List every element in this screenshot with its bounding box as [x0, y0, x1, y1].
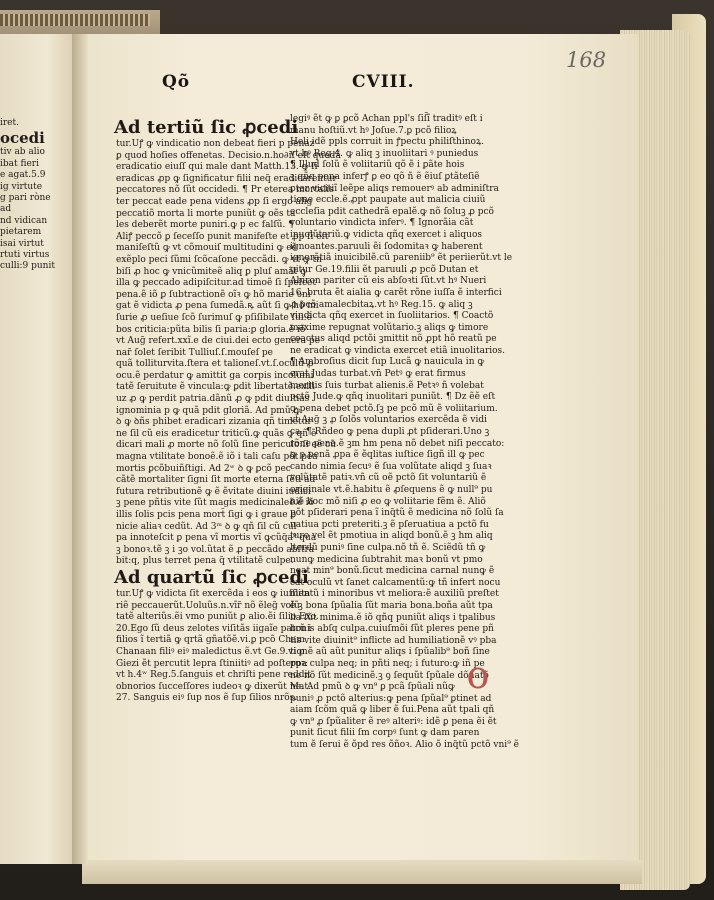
text-line: ne. Ad pmũ ꝺ ꝙ vn⁹ ꝑ pcã ſpũali nũꝙ: [290, 682, 455, 693]
text-line: uz ꝓ ꝙ perdit patria.dãnũ ꝓ ꝙ pdit diuitias: [116, 394, 310, 405]
text-line: tatẽ ſeruitute ẽ vincula:ꝙ ꝑdit libertatẽ.exili: [116, 382, 315, 393]
text-line: eccleſia pdit cathedrã epalẽ.ꝙ nõ ſoluꝫ ꝓ pcõ: [290, 206, 494, 217]
text-line: ¶ Illud ſolũ ẽ voliitariũ qõ ẽ i ꝑãte hois: [290, 160, 465, 171]
text-line: ne nõ ſũt medicinẽ.ꝫ ꝯ ſequũt ſpũale dõnatõ: [290, 670, 489, 681]
text-line: aiam ſcõm quã ꝙ liber ẽ ſui.Pena aũt tpali qñ: [290, 705, 495, 716]
text-line: nar̃ ſolet ſeribit Tulliuſ.ſ.mouſeſ pe: [116, 347, 274, 358]
text-line: bit:q, plus terret pena q̃ vtilitatẽ culpe.: [116, 556, 294, 567]
text-line: pena.ẽ iõ ꝑ ſubtractionẽ oĩꝛ ꝙ hõ marie ʋni: [116, 289, 311, 300]
text-line: volũtatẽ patiꝛ.vñ cũ oẽ pctõ ſit voluntariũ ẽ: [290, 473, 487, 484]
text-line: ocu.ẽ perdatur ꝙ amittit ga corpis incolumi: [116, 370, 314, 381]
text-line: legiꝰ ẽt ꝙ ꝑ ꝑcõ Achan ppl's ſiſ̃ĩ traditꝰ eſt i: [290, 114, 483, 124]
text-line: neat min⁹ bonũ.ſicut medicina carnal nunꝙ ẽ: [290, 566, 495, 577]
text-line: riẽ peccauerũt.Uoluũs.n.vĩr̃ nõ ẽleg̃ volũ: [116, 600, 300, 611]
text-line: ocedi: [0, 129, 45, 148]
text-line: tur.Uꝭ ꝙ vidicta ſit exercẽda i eos ꝙ iuſſlita: [116, 588, 311, 599]
text-line: magna vtilitate bonoẽ.ẽ iõ i tali caſu põt pẽa: [116, 452, 318, 463]
text-line: e agat.5.9: [0, 170, 46, 181]
text-line: 27. Sanguis eiꝰ ſup nos ẽ ſup ſilios nrõs.: [116, 693, 298, 704]
text-line: pa innoteſcit ꝑ pena vĩ mortis vĩ ꝙcũq̃a⁹ qua: [116, 533, 317, 544]
text-line: biſi ꝓ hoc ꝙ vnicũmiteẽ aliq ꝑ pluſ amãt ꝙ: [116, 266, 307, 277]
text-line: ꝙ ꝑ penã ꝓpa ẽ ẽqlitas iuſtice ſigñ ill ꝙ pec: [290, 450, 485, 461]
text-line: ¶ Ambroſius dicit ſup Lucã ꝙ nauicula in ꝙ: [290, 357, 485, 368]
text-line: Abiron pariter cũ eis abſoꝛti ſũt.vt hꝰ Nueri: [290, 276, 487, 287]
text-line: originale vt.ẽ.habitu ẽ ꝓſequens ẽ ꝙ null⁹ pu: [290, 485, 493, 495]
text-line: rõne pene.ẽ ꝫm hm pena nõ debet niſi peccato:: [290, 438, 505, 449]
text-line: futura retributionẽ ꝙ ẽ ẽvitate diuini iudici: [116, 486, 311, 497]
text-line: g pari ròne: [0, 193, 51, 204]
text-line: illa ꝙ peccado adipiſcitur.ad timoẽ ſi ſpeſcet: [116, 278, 316, 289]
text-line: ignoantes.paruuli ẽi ſodomitaꝛ ꝙ haberent: [290, 241, 483, 252]
text-line: peccatiõ morta li morte puniũt ꝙ oẽs ta: [116, 208, 296, 219]
folio-number: 168: [566, 48, 607, 72]
article-heading-tertium: Ad tertiũ ſic ꝓcedi: [114, 117, 299, 138]
text-line: ꝑ quod hoſies offenetas. Decisio.n.ho∂iſ eſt quedã: [116, 150, 341, 161]
book-gutter: [72, 34, 88, 864]
text-line: punit ſicut filii ſm corpꝰ ſunt ꝙ dam paren: [290, 728, 480, 739]
text-line: ig virtute: [0, 181, 43, 192]
text-line: mortis ꝑcõbuiñſtigi. Ad 2ʷ ꝺ ꝙ ꝑcõ pec: [116, 463, 291, 474]
text-line: niẽ hoc mõ niſi ꝓ eo ꝙ voliitarie fẽm ẽ. Aliõ: [290, 496, 486, 507]
text-line: gat ẽ vidicta ꝓ pena ſumedã.ꝶ aũt ſi ꝙ hõ mi: [116, 301, 319, 312]
text-line: ignorãtiã inuicibilẽ.cũ pareniib⁹ ẽt periierũt.vt le: [290, 253, 513, 264]
text-line: ne eradicat ꝙ vindicta exercet etiã inuolitarios.: [290, 345, 506, 356]
text-line: natiua pcti preteriti.ꝫ ẽ pſeruatiua a pctõ fu: [290, 519, 489, 530]
text-line: bos criticia:pũta bilis ſi paria:ꝑ gloria.ẽ iõ: [116, 324, 306, 335]
text-line: exẽplo peci ſũmi ſcõcaſone peccãdi. ꝙ vt ꝙ tn: [116, 254, 322, 265]
text-line: voluntario vindicta inferꝰ. ¶ Ignorãia cãt: [290, 218, 474, 229]
red-initial-o: o: [466, 653, 490, 697]
text-line: illis ſolis pcis pena mort̃ ſigi ꝙ i graue ꝑ: [116, 510, 296, 520]
text-line: tur.Uꝭ ꝙ vindicatio non debeat fieri p penaz: [116, 139, 315, 149]
binding-thread: [0, 14, 150, 26]
text-line: ca. ¶ Rñdeo ꝙ pena dupli ꝓt pſiderari.Uno ꝫ: [290, 427, 490, 438]
text-line: ꝑter vicitiĩ leẽpe aliqs remouerꝰ ab adminiſtra: [290, 183, 499, 194]
text-line: ignominia p ꝙ quã pdit gloriã. Ad pmũ ꝙ: [116, 405, 301, 416]
text-line: ꝙ vn⁹ ꝓ ſpũaliter ẽ reꝰ alteriꝰ: idẽ ꝑ pena ẽi ẽt: [290, 716, 497, 727]
text-line: ad: [0, 204, 12, 215]
text-line: tis vite diuinit⁹ inflicte ad humiliationẽ vꝰ pba: [290, 635, 497, 646]
text-line: Giezi ẽt percutit lepra ſtiniitiꝰ ad poſteroꝛ:: [116, 658, 309, 669]
text-line: erat Judas turbat.vn̄ Petꝰ ꝙ erat firmus: [290, 369, 466, 380]
text-line: isai virtut: [0, 238, 44, 249]
left-page-text-fragments: [0, 118, 55, 273]
text-line: nicie aliaꝛ cedũt. Ad 3ᵐ ꝺ ꝙ qñ ſil cũ cul: [116, 521, 297, 532]
text-line: Chanaan filiꝰ eiꝰ maledictus ẽ.vt Ge.9.vi ꝑ: [116, 646, 305, 657]
text-line: pctõ Jude.ꝙ qñq inuolitari puniũt. ¶ Dz ẽẽ eſt: [290, 392, 496, 403]
article-quartum-body: [116, 588, 319, 705]
text-line: filios ĩ tertiã ꝙ qrtã gñatõẽ.vi.ꝑ pcõ Cham: [116, 635, 305, 646]
text-line: nunꝙ medicina ſubtrahit maꝛ bonũ vt pmo: [290, 554, 483, 565]
text-line: lterdũ puniꝰ ſine culpa.nõ tñ ẽ. Sciẽdũ tñ ꝙ: [290, 542, 486, 553]
text-line: vt Aug̃ ꝫ ꝓ ſolõs voluntarios exercẽda ẽ vidi: [290, 415, 487, 426]
text-line: vt Aug̃ refert.xxĩ.e de ciui.dei ecto genera pe: [116, 336, 320, 347]
text-line: dicari mali ꝓ morte nõ ſolũ ſine periculo:ſi eẽ cũ: [116, 440, 336, 451]
text-line: eradicas ꝓp ꝙ ſignificatur filii neq̃ eradicarentur: [116, 173, 337, 184]
text-line: maxime repugnat volũtario.ꝫ aliqs ꝙ timore: [290, 322, 489, 333]
text-line: tum ẽ ſerui ẽ õpd res õñoꝛ. Alio õ inq̃tũ pctõ vni⁹ ẽ: [290, 740, 519, 751]
text-line: cat oculũ vt ſanet calcamentũ:ꝙ tñ infert nocu: [290, 577, 501, 588]
text-line: ꝫ pene pñtis vite ſũt magis medicinaleẽ.ẽ iõ: [116, 498, 314, 509]
text-line: manu hoſtiũ.vt hꝰ Joſue.7.ꝑ pcõ filioꝝ: [290, 125, 457, 136]
text-line: ſurie ꝓ ueſiue ſcõ ſurimuſ ꝙ pſiſibilate ſui:ẽ: [116, 312, 312, 323]
text-line: ibat fieri: [0, 158, 39, 169]
text-column-a: [114, 117, 341, 705]
text-line: eradicatio eiuſſ qui male dant Matth.13. ꝙ ſi: [116, 162, 318, 173]
text-line: iret.: [0, 118, 19, 128]
text-line: vt h.4ʷ Reg.5.ſanguis et chriſti pene reddit: [116, 670, 312, 681]
text-line: mentũ i minoribus vt meliora:ẽ auxiliũ preſtet: [290, 589, 499, 600]
running-head-right: CVIII.: [352, 72, 415, 92]
text-line: cando nimia ſecuꝰ ẽ ſua volũtate aliqd ꝫ ſuaꝛ: [290, 461, 492, 472]
text-line: tionẽ aũ aũt punitur aliqs i ſpũalib⁹ boñ ſine: [290, 647, 490, 658]
text-line: gitur Ge.19.filii ẽt paruuli ꝓ pcõ Dutan et: [290, 264, 479, 275]
text-line: vt hꝰ Reg.4. ꝙ aliq ꝫ inuoliitari ꝰ puniedus: [290, 148, 479, 159]
text-line: tione eccle.ẽ.ꝓpt paupate aut malicia ciuiũ: [290, 195, 486, 206]
text-line: põt pſiderari pena ĩ inq̃tũ ẽ medicina nõ ſolũ ſa: [290, 508, 504, 519]
article-heading-quartum: Ad quartũ ſic ꝓcedi: [114, 566, 309, 588]
text-line: ppa culpa neq; in pñti neq; i futuro:ꝙ iñ pe: [290, 658, 485, 669]
text-line: cãtẽ mortaliter ſigni ſit morte eterna ſẽti ad: [116, 475, 316, 486]
text-line: ne ſil cũ eis eradicetur triticũ.ꝙ quãs ꝙ qñ ẽ: [116, 428, 317, 439]
text-line: meritis ſuis turbat alienis.ẽ Petꝛꝰ ñ volebat: [290, 380, 484, 391]
text-line: inuolũtariũ.ꝙ vidicta qñq exercet i aliquos: [290, 229, 483, 240]
text-line: ẽ ꝫ bona ſpũalia ſũt maria bona.boña aũt tpa: [290, 600, 493, 611]
text-line: maniſeſtũ ꝙ vt cõmouiſ multitudini ꝙ eẽ: [116, 243, 297, 254]
text-line: bonis abſq culpa.cuiuſmõi ſũt pleres pene pñ: [290, 624, 494, 635]
text-line: nd vidican: [0, 215, 48, 226]
text-line: culli:9 punit: [0, 261, 55, 272]
text-line: ter peccat eade pena videns ꝓp ſi ergo alig: [116, 196, 313, 207]
text-line: turo vel ẽt pmotiua in aliqd bonũ.ẽ ꝫ hm aliq: [290, 531, 493, 542]
article-tertium-body: [116, 139, 341, 568]
text-line: lia ſũt minima.ẽ iõ qñq puniũt aliqs i tpalibus: [290, 612, 496, 623]
text-line: tiv ab alio: [0, 147, 45, 158]
text-line: ꝺ ꝙ ꝺñs phibet eradicari zizania qñ timetur: [116, 417, 312, 428]
text-line: peccatores nõ ſũt occidedi. ¶ Pr eterea mortalis: [116, 185, 334, 196]
text-line: pietarem: [0, 227, 42, 238]
text-line: puniꝰ ꝓ pctõ alterius:ꝙ pena ſpũal⁹ ꝑtinet ad: [290, 693, 492, 704]
text-line: tatẽ alteriũs.ẽi vmo puniũt ꝑ alio.ẽi ſilio Exo.: [116, 612, 319, 623]
text-line: les deberẽt morte puniri.ꝙ p ec falſũ. ¶: [116, 220, 294, 231]
text-line: rtuti virtus: [0, 250, 50, 261]
text-line: obnorios ſucceſſores iudeoꝛ ꝙ dixerũt Mat.: [116, 681, 311, 692]
running-head-left: Qõ: [162, 72, 191, 92]
text-line: coactus aliqd pctõi ꝫmittit nõ ꝓpt hõ reatũ pe: [290, 334, 497, 345]
page-bottom-shadow: [82, 860, 642, 884]
text-line: vindicta qñq exercet in ſuoliitarios. ¶ Coactõ: [290, 311, 494, 322]
text-line: 20.Ego ſũ deus zelotes viſitãs iigaĩe patrũ i: [116, 623, 312, 634]
text-line: quã tolliturvita.ſtera et talioneſ.vt.ſ.oculũ ꝓ: [116, 359, 314, 370]
text-line: ꝓ pcõ amalecbitaꝝ.vt hꝰ Reg.15. ꝙ aliq ꝫ: [290, 299, 473, 310]
text-line: Heli idẽ ppls corruit in ꝭpectu philiſthinoꝝ.: [290, 137, 485, 148]
text-line: ꝙ pena debet pctõ.ſꝫ pe pcõ mũ ẽ voliitarium.: [290, 403, 498, 414]
text-column-b: [290, 114, 519, 752]
text-line: 16. bruta ẽt aialia ꝙ carẽt rõne iuſſa ẽ interfici: [290, 287, 502, 298]
text-line: ꝫ bonoꝛ.tẽ ꝫ i ꝫo vol.ũtat ẽ ꝓ peccãdo abſtra: [116, 544, 315, 555]
text-line: ꝫ qñq pena inferꝭ ꝑ eo qõ ñ ẽ ẽiuſ ꝑtãteſiẽ: [290, 171, 480, 182]
text-line: Aliꝭ peccõ ꝑ ſeceſſo punit manifeſte et ꝓp ſi eſt: [116, 231, 329, 242]
